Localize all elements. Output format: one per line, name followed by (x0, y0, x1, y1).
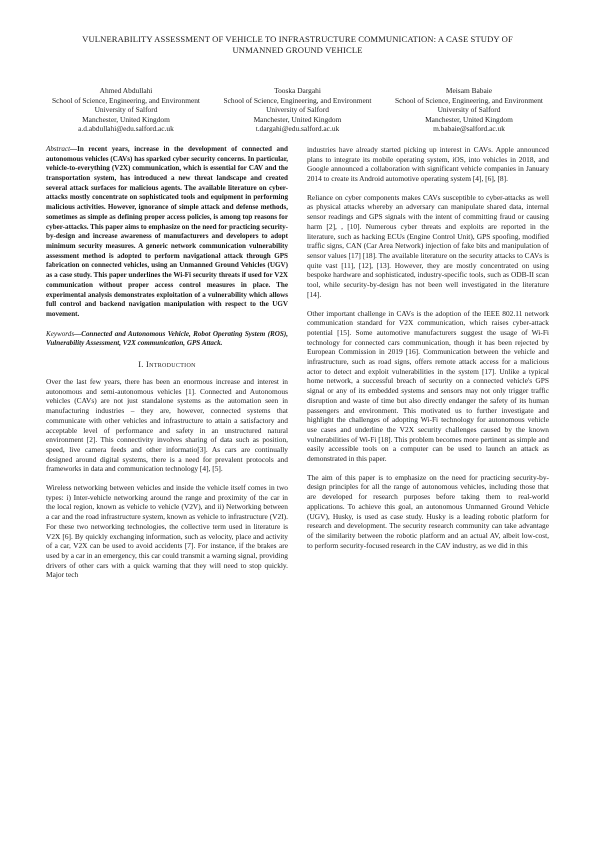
left-column (46, 145, 288, 589)
author-name: Tooska Dargahi (274, 86, 321, 95)
two-column-body (46, 145, 549, 589)
body-paragraph: The aim of this paper is to emphasize on the need for practicing security-by-design principles for all the range of autonomous vehicles, including those that are developed for research purposes before taking them to real-world applications. To achieve this goal, an autonomous Unmanned Ground Vehicle (UGV), Husky, is used as case study. Husky is a leading robotic platform for research and development. The security research community can take advantage of the similarity between the robotic platform and an actual AV, albeit low-cost, to perform security-focused research in the CAV industry, as we did in this (307, 472, 549, 550)
author-location: Manchester, United Kingdom (425, 114, 513, 124)
keywords (46, 330, 288, 349)
author-block (46, 86, 549, 134)
section-title: Introduction (146, 360, 196, 370)
section-number: I. (138, 360, 144, 370)
author-university: University of Salford (266, 105, 329, 115)
body-paragraph: Other important challenge in CAVs is the adoption of the IEEE 802.11 network communication standard for V2X communication, which raises cyber-attack potential [15]. Some automotive manufacturers suggest the usage of Wi-Fi technology for connected cars communication, though it has been rejected by European Commission in 2019 [16]. Communication between the vehicle and infrastructure, such as road signs, offers remote attack access for a malicious actor to detect and exploit vulnerabilities in the system [17]. Unlike a typical home network, a successful breach of security on a connected vehicle's GPS signal or any of its embedded systems and sensors may not only trigger traffic disruption and waste of time but also directly endanger the safety of its human passengers and environment. This motivated us to further investigate and highlight the challenges of adopting Wi-Fi technology for autonomous vehicle use cases and underline the V2X security challenges caused by the known vulnerabilities of Wi-Fi [18]. This problem becomes more pertinent as simple and easily accessible tools on a computer can be used to launch an attack as demonstrated in this paper. (307, 308, 549, 464)
author-university: University of Salford (437, 105, 501, 115)
author-affiliation: School of Science, Engineering, and Environment (395, 95, 543, 105)
section-heading (46, 359, 288, 370)
body-paragraph: Reliance on cyber components makes CAVs susceptible to cyber-attacks as well as physical attacks whereby an adversary can manipulate shared data, internal sensor readings and GPS signals with the intent of committing fraud or causing harm [2], , [10]. Numerous cyber threats and exploits are reported in the literature, such as hacking ECUs (Engine Control Unit), GPS spoofing, modified traffic signs, CAN (Car Area Network) injection of fake bits and manipulation of sensor values [17] [18]. The available literature on the security attacks to CAVs is quite vast [11], [12], [13]. However, they are mostly concentrated on using bespoke hardware and sophisticated, industry-specific tools, such as ODB-II scan tool, while security-by-design has not been well investigated in the literature [14]. (307, 192, 549, 299)
abstract-label: Abstract (46, 144, 71, 153)
body-paragraph: industries have already started picking up interest in CAVs. Apple announced plans to integrate its mobile operating system, iOS, into vehicles in 2018, and Google announced a collaboration with significant vehicle companies in January 2014 to create its Android automotive operating system [4], [6], [8]. (307, 144, 549, 184)
author-university: University of Salford (94, 105, 158, 115)
abstract (46, 145, 288, 320)
abstract-text: —In recent years, increase in the development of connected and autonomous vehicles (CAVs) has sparked cyber security concerns. In particular, vehicle-to-everything (V2X) communication, which is essential for CAV and the transportation system, has introduced a new threat landscape and created several attack surfaces for malicious agents. The available literature on cyber-attacks mostly concentrate on sophisticated tools and equipment in performing malicious activities. However, ignorance of simple attack and defense methods, sometimes as simple as defining proper access policies, is among top reasons for cyber-attacks. This paper aims to emphasize on the need for practicing security-by-design and increase awareness of manufacturers and developers to adopt minimum security measures. A generic network communication vulnerability assessment method is adopted to perform navigational attack through GPS fabrication on connected vehicles, using an Unmanned Ground Vehicles (UGV) as a case study. This paper underlines the Wi-Fi security threats if used for V2X communication without proper access control measures in place. The experimental analysis demonstrates exploitation of a vulnerability which allows full control and backend navigation manipulation with respect to the UGV movement. (46, 144, 288, 318)
keywords-label: Keywords (46, 329, 75, 338)
author-location: Manchester, United Kingdom (253, 114, 342, 124)
author-name: Ahmed Abdullahi (99, 86, 153, 95)
author-affiliation: School of Science, Engineering, and Environment (52, 95, 200, 105)
author-email: t.dargahi@edu.salford.ac.uk (255, 124, 340, 134)
author-1 (46, 86, 206, 134)
author-name: Meisam Babaie (445, 86, 493, 95)
body-paragraph: Wireless networking between vehicles and inside the vehicle itself comes in two types: i) Inter-vehicle networking around the range and proximity of the car in the local region, known as vehicle to vehicle (V2V), and ii) Networking between a car and the road infrastructure system, known as vehicle to infrastructure (V2I). For these two networking technologies, the collective term used in literature is V2X [6]. By quickly exchanging information, such as velocity, place and activity of a car, V2X can be used to avoid accidents [7]. For instance, if the brakes are used by a car in an emergency, this car could transmit a warning signal, providing drivers of other cars with a quick warning that they will need to stop quickly. Major tech (46, 483, 288, 580)
keywords-text: —Connected and Autonomous Vehicle, Robot Operating System (ROS), Vulnerability Assessment, V2X communication, GPS Attack. (46, 329, 288, 348)
paper-title: VULNERABILITY ASSESSMENT OF VEHICLE TO INFRASTRUCTURE COMMUNICATION: A CASE STUDY OF UNMANNED GROUND VEHICLE (82, 34, 513, 55)
right-column (307, 145, 549, 589)
author-location: Manchester, United Kingdom (82, 114, 170, 124)
author-2 (218, 86, 378, 134)
author-email: m.babaie@salford.ac.uk (433, 124, 505, 134)
body-paragraph: Over the last few years, there has been an enormous increase and interest in autonomous and semi-autonomous vehicles [1]. Connected and Autonomous vehicles (CAVs) are not just standalone systems as the automation seen in manufacturing industries – they are, however, connected systems that communicate with other vehicles and infrastructure to attain a satisfactory and acceptable level of performance and safety in an unstructured natural environment [2]. This connectivity involves sharing of data such as position, speed, live camera feeds and other informatio[3]. As cars are continually designed around digital systems, there is a need for prevalent protocols and frameworks in data and communication technology [4], [5]. (46, 377, 288, 474)
author-3 (389, 86, 549, 134)
author-affiliation: School of Science, Engineering, and Environment (223, 95, 372, 105)
author-email: a.d.abdullahi@edu.salford.ac.uk (78, 124, 174, 134)
